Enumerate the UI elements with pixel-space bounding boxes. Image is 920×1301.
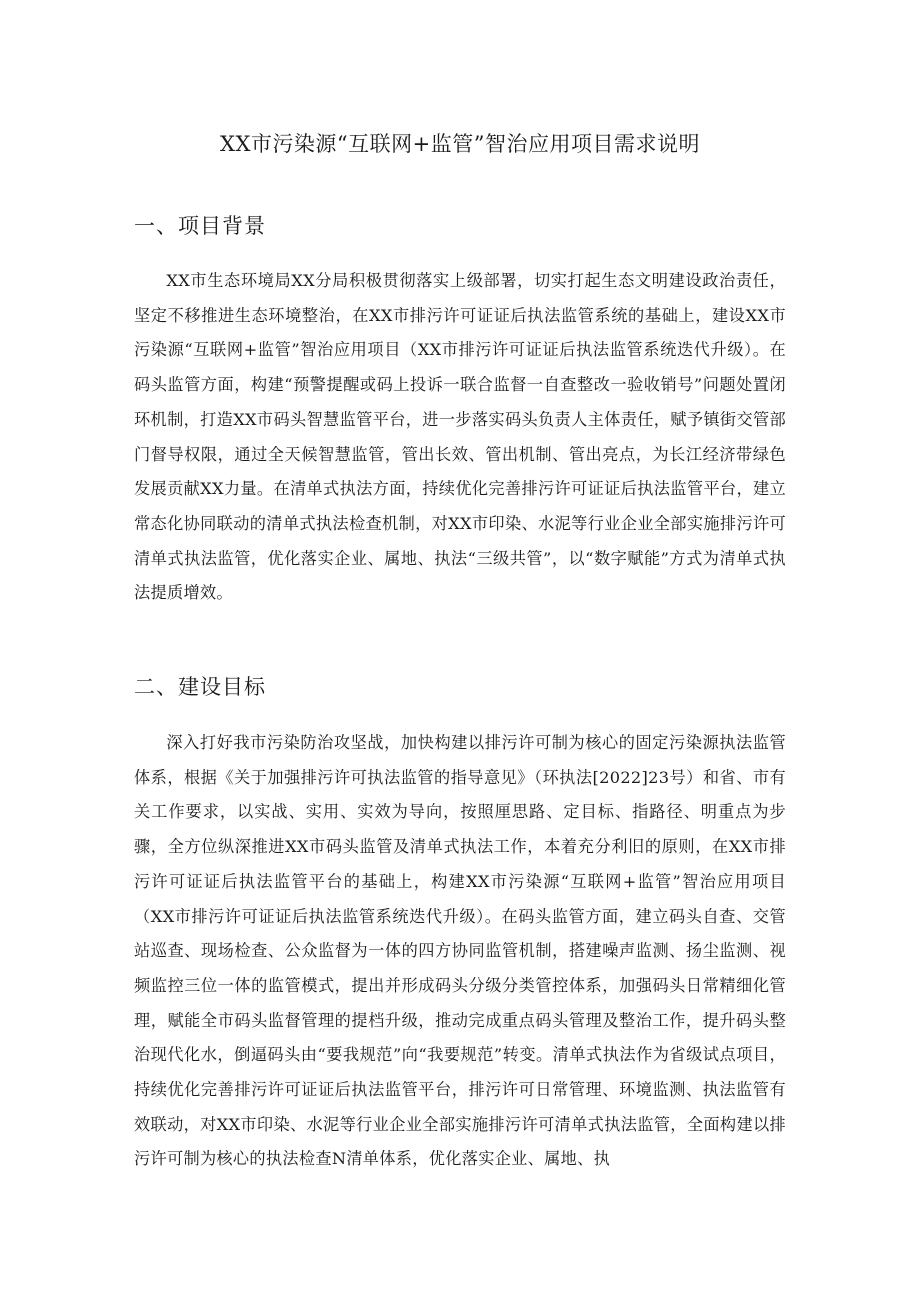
section-paragraph-goals: 深入打好我市污染防治攻坚战，加快构建以排污许可制为核心的固定污染源执法监管体系，根据《关于加强排污许可执法监管的指导意见》（环执法[2022]23号）和省、市有关工作要求，以实战、实用、实效为导向，按照厘思路、定目标、指路径、明重点为步骤，全方位纵深推进XX市码头监管及清单式执法工作，本着充分利旧的原则，在XX市排污许可证证后执法监管平台的基础上，构建XX市污染源“互联网+监管”智治应用项目（XX市排污许可证证后执法监管系统迭代升级）。在码头监管方面，建立码头自查、交管站巡查、现场检查、公众监督为一体的四方协同监管机制，搭建噪声监测、扬尘监测、视频监控三位一体的监管模式，提出并形成码头分级分类管控体系，加强码头日常精细化管理，赋能全市码头监督管理的提档升级，推动完成重点码头管理及整治工作，提升码头整治现代化水，倒逼码头由“要我规范”向“我要规范”转变。清单式执法作为省级试点项目，持续优化完善排污许可证证后执法监管平台，排污许可日常管理、环境监测、执法监管有效联动，对XX市印染、水泥等行业企业全部实施排污许可清单式执法监管，全面构建以排污许可制为核心的执法检查N清单体系，优化落实企业、属地、执 xyxy=(134,733,786,1169)
section-heading-goals: 二、建设目标 xyxy=(134,675,266,699)
document-title: XX市污染源“互联网+监管”智治应用项目需求说明 xyxy=(220,132,700,156)
section-paragraph-background: XX市生态环境局XX分局积极贯彻落实上级部署，切实打起生态文明建设政治责任，坚定不移推进生态环境整治，在XX市排污许可证证后执法监管系统的基础上，建设XX市污染源“互联网+监管”智治应用项目（XX市排污许可证证后执法监管系统迭代升级）。在码头监管方面，构建“预警提醒或码上投诉一联合监督一自查整改一验收销号”问题处置闭环机制，打造XX市码头智慧监管平台，进一步落实码头负责人主体责任，赋予镇街交管部门督导权限，通过全天候智慧监管，管出长效、管出机制、管出亮点，为长江经济带绿色发展贡献XX力量。在清单式执法方面，持续优化完善排污许可证证后执法监管平台，建立常态化协同联动的清单式执法检查机制，对XX市印染、水泥等行业企业全部实施排污许可清单式执法监管，优化落实企业、属地、执法“三级共管”，以“数字赋能”方式为清单式执法提质增效。 xyxy=(134,271,787,603)
section-heading-background: 一、项目背景 xyxy=(134,214,266,238)
